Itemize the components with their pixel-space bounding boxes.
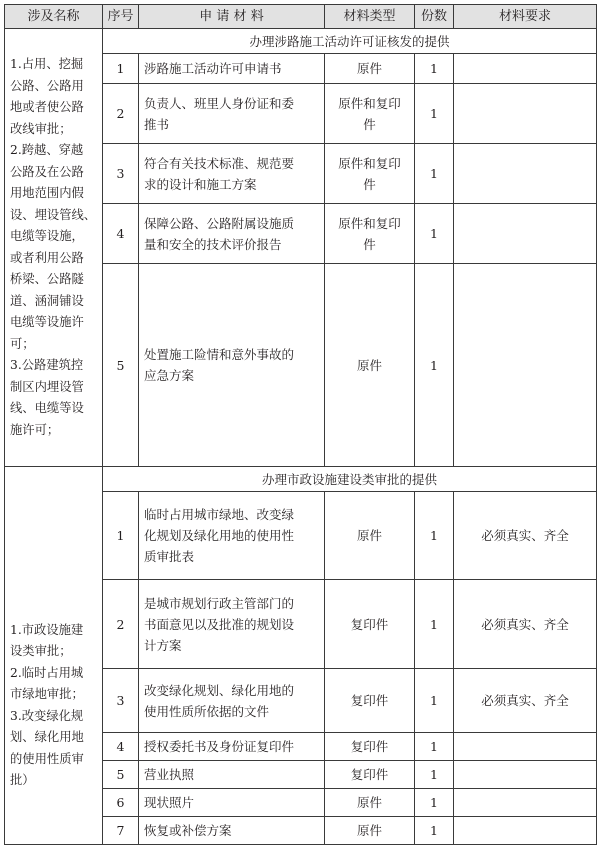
- type-line: 原件: [356, 823, 382, 838]
- material-line: 处置施工险情和意外事故的: [144, 347, 295, 362]
- scope-line: 电缆等设施许: [10, 315, 84, 329]
- scope-line: 2.临时占用城: [10, 665, 84, 680]
- scope-line: 设、埋设管线、: [10, 207, 97, 222]
- copies-cell: 1: [415, 264, 454, 467]
- header-type: 材料类型: [325, 5, 415, 29]
- material-line: 推书: [144, 116, 170, 132]
- material-line: 恢复或补偿方案: [144, 823, 232, 838]
- scope-line: 可；: [10, 336, 35, 351]
- type-cell: [325, 580, 415, 669]
- type-cell: [325, 669, 415, 733]
- materials-table: [4, 4, 597, 845]
- requirement-cell: [454, 264, 597, 467]
- copies-cell: 1: [415, 580, 454, 669]
- requirement-cell: 必须真实、齐全: [454, 669, 597, 733]
- seq-cell: 3: [103, 144, 139, 204]
- copies-cell: 1: [415, 789, 454, 817]
- header-scope: 涉及名称: [5, 5, 103, 29]
- scope-line: 市绿地审批；: [10, 687, 84, 701]
- seq-cell: 2: [103, 84, 139, 144]
- copies-cell: 1: [415, 669, 454, 733]
- scope-line: 改线审批；: [10, 121, 72, 136]
- type-line: 原件和复印: [338, 95, 401, 111]
- scope-line: 批）: [10, 773, 35, 787]
- header-seq: 序号: [103, 5, 139, 29]
- seq-cell: 6: [103, 789, 139, 817]
- type-cell: [325, 789, 415, 817]
- header-row: [5, 5, 597, 29]
- material-line: 临时占用城市绿地、改变绿: [144, 507, 295, 522]
- header-requirement: 材料要求: [454, 5, 597, 29]
- type-cell: [325, 54, 415, 84]
- requirement-cell: [454, 144, 597, 204]
- type-line: 复印件: [350, 739, 389, 754]
- material-line: 涉路施工活动许可申请书: [144, 61, 282, 76]
- scope-cell: [5, 467, 103, 845]
- scope-line: 桥梁、公路隧: [10, 272, 84, 286]
- requirement-cell: 必须真实、齐全: [454, 580, 597, 669]
- seq-cell: 5: [103, 761, 139, 789]
- requirement-cell: [454, 761, 597, 789]
- copies-cell: 1: [415, 733, 454, 761]
- copies-cell: 1: [415, 817, 454, 845]
- material-line: 营业执照: [144, 767, 195, 782]
- material-line: 符合有关技术标准、规范要: [144, 155, 295, 171]
- seq-cell: 1: [103, 54, 139, 84]
- seq-cell: 3: [103, 669, 139, 733]
- copies-cell: 1: [415, 54, 454, 84]
- seq-cell: 1: [103, 492, 139, 580]
- type-line: 原件: [356, 357, 382, 373]
- material-cell: [139, 54, 325, 84]
- type-line: 原件和复印: [338, 155, 401, 171]
- material-line: 负责人、班里人身份证和委: [144, 95, 295, 111]
- scope-line: 地或者使公路: [10, 100, 84, 114]
- type-line: 件: [363, 116, 376, 132]
- requirement-cell: [454, 84, 597, 144]
- section-title-row: [5, 467, 597, 492]
- section-title: 办理涉路施工活动许可证核发的提供: [103, 29, 597, 54]
- requirement-cell: 必须真实、齐全: [454, 492, 597, 580]
- type-line: 复印件: [350, 693, 389, 708]
- scope-line: 的使用性质审: [10, 751, 84, 766]
- header-copies: 份数: [415, 5, 454, 29]
- material-cell: [139, 492, 325, 580]
- material-cell: [139, 789, 325, 817]
- scope-line: 用地范围内假: [10, 186, 84, 200]
- type-cell: [325, 492, 415, 580]
- scope-line: 2.跨越、穿越: [10, 143, 84, 157]
- seq-cell: 5: [103, 264, 139, 467]
- material-line: 量和安全的技术评价报告: [144, 236, 282, 252]
- type-line: 件: [363, 176, 376, 192]
- material-cell: [139, 144, 325, 204]
- requirement-cell: [454, 54, 597, 84]
- material-line: 化规划及绿化用地的使用性: [144, 528, 295, 543]
- copies-cell: 1: [415, 492, 454, 580]
- material-cell: [139, 204, 325, 264]
- material-line: 质审批表: [144, 549, 195, 564]
- copies-cell: 1: [415, 761, 454, 789]
- material-line: 保障公路、公路附属设施质: [144, 215, 295, 231]
- material-cell: [139, 761, 325, 789]
- seq-cell: 7: [103, 817, 139, 845]
- scope-line: 电缆等设施，: [10, 229, 84, 243]
- type-line: 复印件: [350, 767, 389, 782]
- requirement-cell: [454, 789, 597, 817]
- material-line: 是城市规划行政主管部门的: [144, 595, 295, 611]
- seq-cell: 2: [103, 580, 139, 669]
- header-material: 申 请 材 料: [139, 5, 325, 29]
- scope-line: 划、绿化用地: [10, 730, 84, 744]
- type-line: 原件: [356, 61, 382, 76]
- material-cell: [139, 733, 325, 761]
- scope-line: 公路、公路用: [10, 78, 84, 93]
- scope-line: 3.改变绿化规: [10, 708, 84, 723]
- type-line: 复印件: [350, 616, 389, 632]
- material-cell: [139, 669, 325, 733]
- scope-line: 施许可；: [10, 422, 60, 437]
- material-line: 计方案: [144, 637, 182, 653]
- type-cell: [325, 144, 415, 204]
- material-line: 书面意见以及批准的规划设: [144, 616, 295, 632]
- material-line: 应急方案: [144, 368, 195, 383]
- seq-cell: 4: [103, 204, 139, 264]
- scope-cell: [5, 29, 103, 467]
- scope-line: 线、电缆等设: [10, 401, 84, 415]
- material-cell: [139, 84, 325, 144]
- scope-line: 1.占用、挖掘: [10, 57, 84, 71]
- scope-line: 公路及在公路: [10, 164, 84, 179]
- material-line: 授权委托书及身份证复印件: [144, 739, 295, 754]
- type-cell: [325, 84, 415, 144]
- section-title-row: [5, 29, 597, 54]
- type-cell: [325, 264, 415, 467]
- type-line: 原件: [356, 795, 382, 810]
- copies-cell: 1: [415, 84, 454, 144]
- scope-line: 道、涵洞铺设: [10, 293, 84, 308]
- material-cell: [139, 817, 325, 845]
- copies-cell: 1: [415, 144, 454, 204]
- type-cell: [325, 733, 415, 761]
- material-line: 现状照片: [144, 795, 195, 810]
- type-line: 原件: [356, 528, 382, 543]
- requirement-cell: [454, 204, 597, 264]
- section-title: 办理市政设施建设类审批的提供: [103, 467, 597, 492]
- type-cell: [325, 204, 415, 264]
- requirement-cell: [454, 817, 597, 845]
- type-cell: [325, 817, 415, 845]
- seq-cell: 4: [103, 733, 139, 761]
- scope-line: 1.市政设施建: [10, 622, 84, 637]
- type-cell: [325, 761, 415, 789]
- scope-line: 或者利用公路: [10, 250, 84, 265]
- material-line: 改变绿化规划、绿化用地的: [144, 682, 295, 698]
- material-line: 求的设计和施工方案: [144, 176, 257, 192]
- requirement-cell: [454, 733, 597, 761]
- material-cell: [139, 580, 325, 669]
- scope-line: 设类审批；: [10, 644, 72, 658]
- type-line: 原件和复印: [338, 215, 401, 231]
- copies-cell: 1: [415, 204, 454, 264]
- type-line: 件: [363, 236, 376, 252]
- material-line: 使用性质所依据的文件: [144, 703, 270, 719]
- scope-line: 3.公路建筑控: [10, 358, 84, 372]
- scope-line: 制区内埋设管: [10, 379, 84, 394]
- material-cell: [139, 264, 325, 467]
